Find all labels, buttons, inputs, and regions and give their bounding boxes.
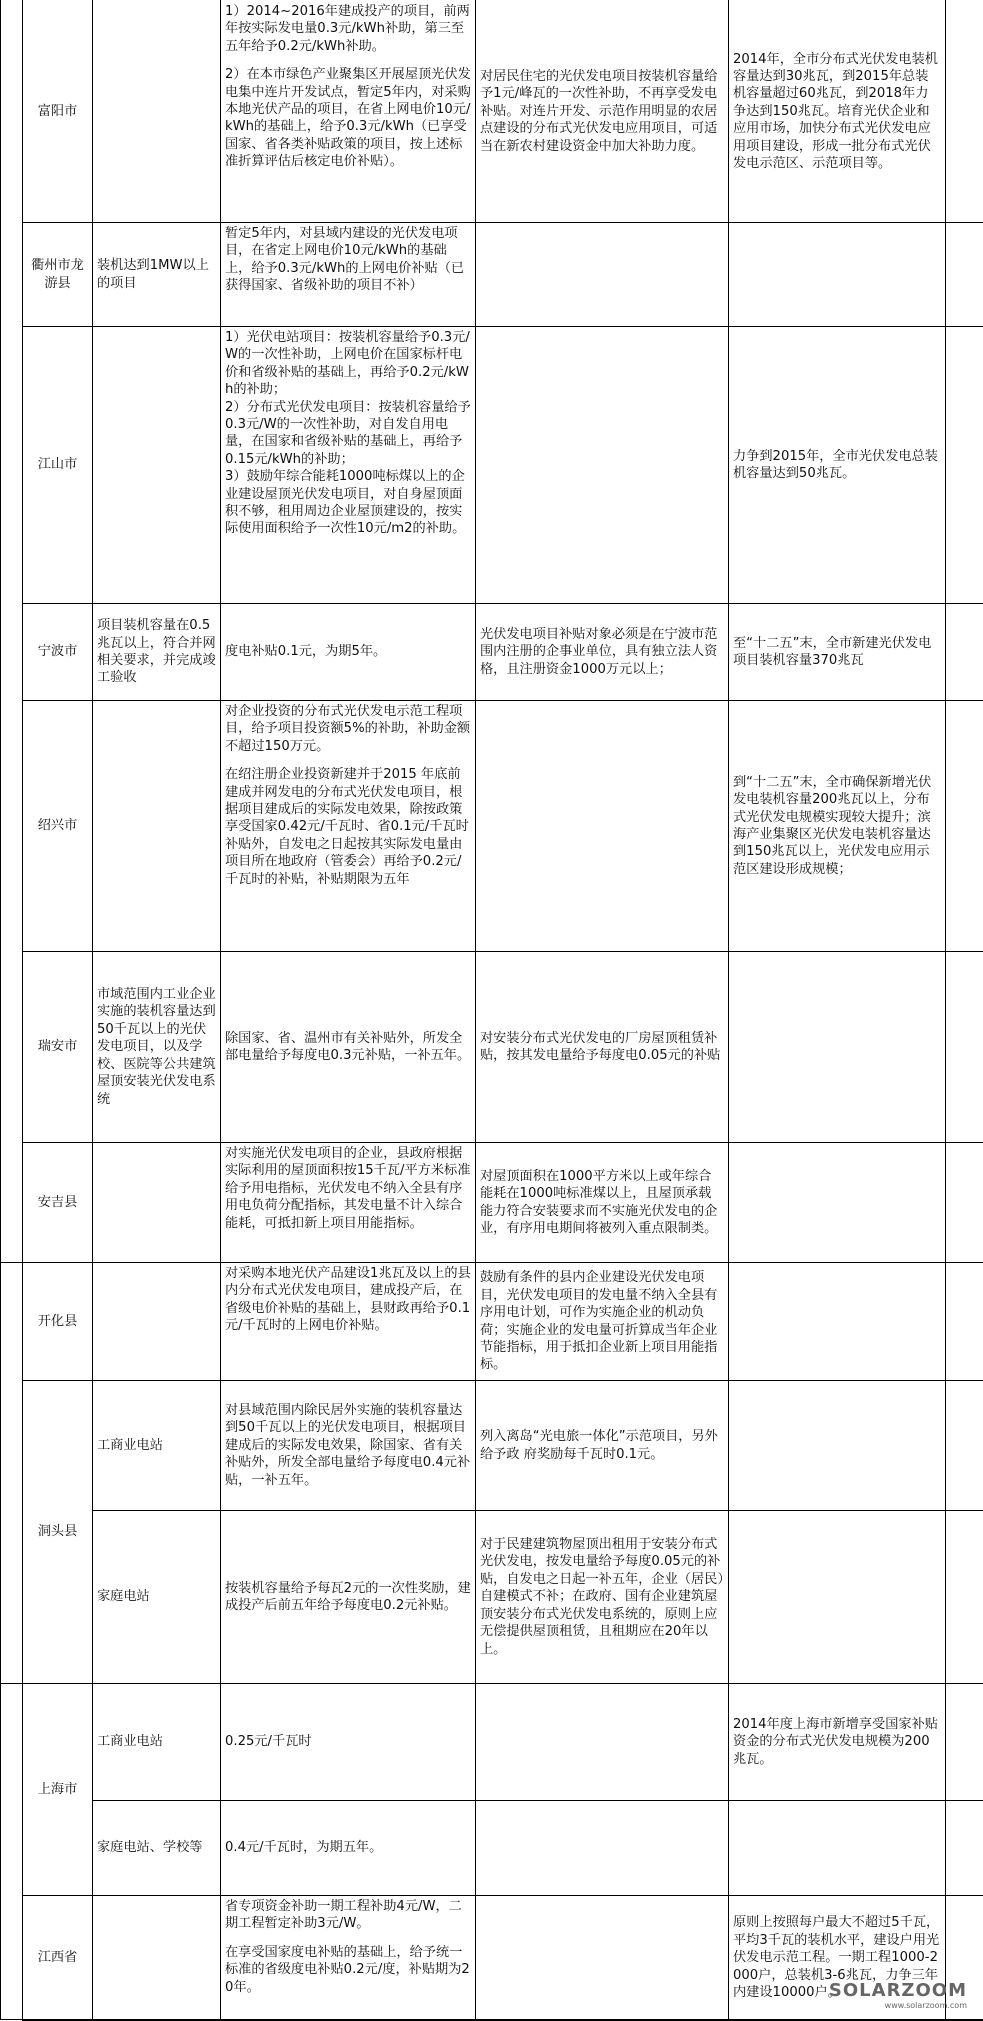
region-cell: 瑞安市 (37, 1039, 78, 1055)
policy-cell (221, 1684, 475, 1800)
other-cell: 鼓励有条件的县内企业建设光伏发电项目，光伏发电项目的发电量不纳入全县有序用电计划，可作为实施企业的机动负荷；实施企业的发电量可折算成当年企业节能指标，用于抵扣企业新上项目用能指标。 (480, 1270, 718, 1373)
goal-cell: 2014年，全市分布式光伏发电装机容量达到30兆瓦，到2015年总装机容量超过60兆瓦，到2018年力争达到150兆瓦。培育光伏企业和应用市场，加快分布式光伏发电应用项目建设，形成一批分布式光伏发电示范区、示范项目等。 (733, 51, 938, 172)
policy-paragraph: 在享受国家度电补贴的基础上，给予统一标准的省级度电补贴0.2元/度，补贴期为20年。 (225, 1944, 470, 1995)
policy-cell (221, 223, 475, 326)
policy-cell (221, 1896, 475, 2020)
policy-cell (221, 1801, 475, 1895)
watermark (829, 1981, 967, 2010)
region-cell: 上海市 (37, 1781, 78, 1797)
region-cell: 宁波市 (37, 644, 78, 660)
target-cell: 装机达到1MW以上的项目 (97, 258, 209, 291)
policy-paragraph: 对县域范围内除民居外实施的装机容量达到50千瓦以上的光伏发电项目，根据项目建成后的实际发电效果，除国家、省有关补贴外，所发全部电量给予每度电0.4元补贴，一补五年。 (225, 1402, 471, 1488)
other-cell (476, 1684, 728, 1800)
policy-cell (221, 1381, 475, 1510)
target-cell (93, 327, 220, 603)
policy-paragraph: 省专项资金补助一期工程补助4元/W，二期工程暂定补助3元/W。 (225, 1899, 462, 1932)
region-cell: 安吉县 (37, 1194, 78, 1210)
other-cell: 列入离岛“光电旅一体化”示范项目，另外给予政 府奖励每千瓦时0.1元。 (480, 1429, 718, 1462)
other-cell (476, 701, 728, 951)
policy-paragraph: 对采购本地光伏产品建设1兆瓦及以上的县内分布式光伏发电项目，建成投产后，在省级电价补贴的基础上，县财政再给予0.1元/千瓦时的上网电价补贴。 (225, 1266, 471, 1334)
paragraph-gap (225, 1933, 471, 1944)
policy-cell (221, 1143, 475, 1262)
goal-cell (729, 223, 945, 326)
policy-paragraph: 对实施光伏发电项目的企业，县政府根据实际利用的屋顶面积按15千瓦/平方米标准给予用电指标，光伏发电不纳入全县有序用电负荷分配指标，其发电量不计入综合能耗，可抵扣新上项目用能指标。 (225, 1146, 471, 1231)
policy-paragraph: 2）在本市绿色产业聚集区开展屋顶光伏发电集中连片开发试点，暂定5年内，对采购本地光伏产品的项目，在省上网电价10元/kWh的基础上，给予0.3元/kWh（已享受国家、省各类补贴政策的项目，按上述标准折算评估后核定电价补贴）。 (225, 67, 471, 170)
goal-cell (729, 1263, 945, 1380)
policy-cell (221, 1511, 475, 1683)
goal-cell: 到“十二五”末，全市确保新增光伏发电装机容量200兆瓦以上，分布式光伏发电规模实现较大提升；滨海产业集聚区光伏发电装机容量达到150兆瓦以上，光伏发电应用示范区建设形成规模； (733, 774, 932, 877)
paragraph-gap (225, 755, 471, 766)
region-cell: 开化县 (37, 1313, 78, 1329)
policy-cell (221, 701, 475, 951)
target-cell (93, 1263, 220, 1380)
goal-cell: 力争到2015年，全市光伏发电总装机容量达到50兆瓦。 (733, 448, 938, 481)
goal-cell (729, 1511, 945, 1683)
policy-cell (221, 604, 475, 700)
target-cell: 工商业电站 (97, 1437, 163, 1453)
goal-cell (729, 1801, 945, 1895)
other-cell: 对居民住宅的光伏发电项目按装机容量给予1元/峰瓦的一次性补助，不再享受发电补贴。对连片开发、示范作用明显的农居点建设的分布式光伏发电应用项目，可适当在新农村建设资金中加大补助力度。 (480, 68, 718, 154)
region-cell: 江西省 (37, 1950, 78, 1966)
policy-cell (221, 1263, 475, 1380)
target-cell (93, 1143, 220, 1262)
policy-paragraph: 除国家、省、温州市有关补贴外，所发全部电量给予每度电0.3元补贴，一补五年。 (225, 1030, 471, 1063)
other-cell (476, 1896, 728, 2020)
other-cell (476, 1801, 728, 1895)
policy-paragraph: 在绍注册企业投资新建并于2015 年底前建成并网发电的分布式光伏发电项目，根据项目建成后的实际发电效果，除按政策享受国家0.42元/千瓦时、省0.1元/千瓦时补贴外，自发电之日起按其实际发电量由项目所在地政府（管委会）再给予0.2元/千瓦时的补贴，补贴期限为五年 (225, 767, 469, 887)
policy-paragraph: 对企业投资的分布式光伏发电示范工程项目，给予项目投资额5%的补助，补助金额不超过150万元。 (225, 704, 471, 754)
policy-cell (221, 1, 475, 222)
policy-paragraph: 0.25元/千瓦时 (225, 1734, 312, 1750)
other-cell: 对屋顶面积在1000平方米以上或年综合能耗在1000吨标准煤以上，且屋顶承载能力符合安装要求而不实施光伏发电的企业，有序用电期间将被列入重点限制类。 (480, 1168, 718, 1236)
goal-cell (729, 1143, 945, 1262)
table-border (0, 1262, 22, 1263)
target-cell: 家庭电站、学校等 (97, 1840, 203, 1856)
target-cell (93, 1, 220, 222)
paragraph-gap (225, 55, 471, 66)
policy-cell (221, 952, 475, 1142)
goal-cell (729, 1381, 945, 1510)
region-cell: 富阳市 (37, 103, 78, 119)
policy-paragraph: 1）光伏电站项目：按装机容量给予0.3元/W的一次性补助，上网电价在国家标杆电价和省级补贴的基础上，再给予0.2元/kWh的补助； 2）分布式光伏发电项目：按装机容量给予0.3元/W的一次性补助，对自发自用电量，在国家和省级补贴的基础上，再给予0.15元/kWh的补助； 3）鼓励年综合能耗1000吨标煤以上的企业建设屋顶光伏发电项目，对自身屋顶面积不够，租用周边企业屋顶建设的，按实际使用面积给予一次性10元/m2的补助。 (225, 330, 471, 537)
target-cell: 家庭电站 (97, 1589, 150, 1605)
policy-paragraph: 暂定5年内，对县域内建设的光伏发电项目，在省定上网电价10元/kWh的基础上，给予0.3元/kWh的上网电价补贴（已获得国家、省级补助的项目不补） (225, 226, 465, 294)
table-border (0, 1683, 22, 1684)
region-cell: 衢州市龙游县 (31, 258, 84, 291)
watermark-url: www.solarzoom.com (884, 2001, 967, 2010)
other-cell: 对安装分布式光伏发电的厂房屋顶租赁补贴，按其发电量给予每度电0.05元的补贴 (480, 1030, 721, 1063)
policy-cell (221, 327, 475, 603)
other-cell (476, 223, 728, 326)
other-cell: 对于民建建筑物屋顶出租用于安装分布式光伏发电，按发电量给予每度0.05元的补贴，自发电之日起一补五年，企业（居民）自建模式不补；在政府、国有企业建筑屋顶安装分布式光伏发电系统的，原则上应无偿提供屋顶租赁，且租期应在20年以上。 (480, 1537, 724, 1657)
policy-paragraph: 0.4元/千瓦时，为期五年。 (225, 1840, 383, 1856)
region-cell: 江山市 (37, 457, 78, 473)
target-cell: 市域范围内工业企业实施的装机容量达到50千瓦以上的光伏发电项目，以及学校、医院等公共建筑屋顶安装光伏发电系统 (97, 987, 216, 1107)
other-cell: 光伏发电项目补贴对象必须是在宁波市范围内注册的企事业单位，具有独立法人资格，且注册资金1000万元以上； (480, 626, 718, 677)
policy-paragraph: 1）2014~2016年建成投产的项目，前两年按实际发电量0.3元/kWh补助，第三至五年给予0.2元/kWh补助。 (225, 4, 470, 54)
target-cell: 工商业电站 (97, 1734, 163, 1750)
table-border (945, 0, 946, 2020)
table-border (0, 0, 1, 2020)
policy-paragraph: 按装机容量给予每瓦2元的一次性奖励，建成投产后前五年给予每度电0.2元补贴。 (225, 1580, 471, 1613)
other-cell (476, 327, 728, 603)
goal-cell: 2014年度上海市新增享受国家补贴资金的分布式光伏发电规模为200兆瓦。 (733, 1716, 938, 1767)
goal-cell: 原则上按照每户最大不超过5千瓦，平均3千瓦的装机水平，建设户用光伏发电示范工程。一期工程1000-2000户，总装机3-6兆瓦，力争三年内建设10000户。 (733, 1915, 940, 2001)
target-cell (93, 1896, 220, 2020)
region-cell: 绍兴市 (37, 818, 78, 834)
region-cell: 洞头县 (37, 1524, 78, 1540)
goal-cell (729, 952, 945, 1142)
target-cell (93, 701, 220, 951)
target-cell: 项目装机容量在0.5兆瓦以上，符合并网相关要求，并完成竣工验收 (97, 618, 216, 686)
watermark-brand: SOLARZOOM (828, 1980, 967, 2001)
policy-paragraph: 度电补贴0.1元，为期5年。 (225, 644, 387, 660)
goal-cell: 至“十二五”末，全市新建光伏发电项目装机容量370兆瓦 (733, 635, 932, 668)
